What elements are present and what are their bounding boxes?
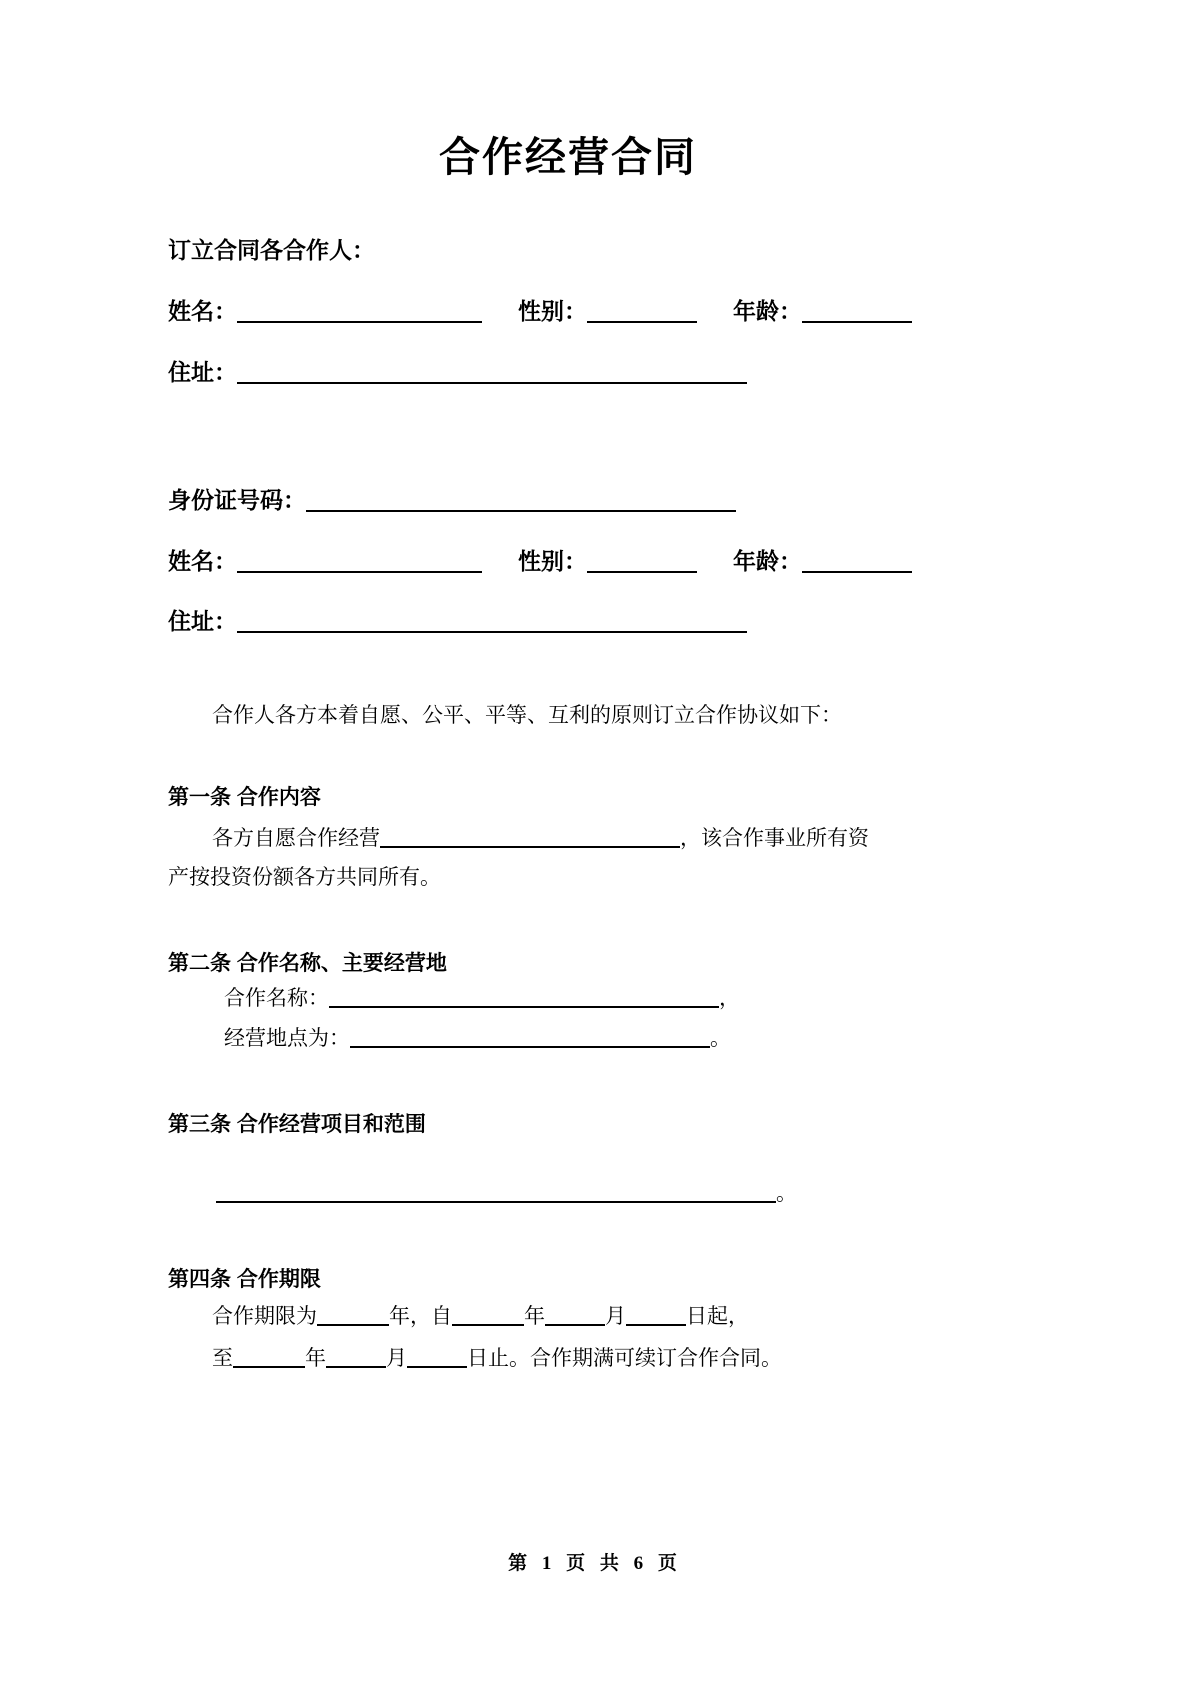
term-years-blank[interactable] <box>317 1306 389 1326</box>
age-blank[interactable] <box>802 299 912 323</box>
document-content <box>168 0 968 1380</box>
article-1-body <box>168 820 968 898</box>
end-day-unit: 日止。合作期满可续订合作合同。 <box>467 1346 782 1370</box>
name-label: 姓名： <box>168 298 237 325</box>
term-end-label: 至 <box>212 1346 233 1370</box>
id-number-blank[interactable] <box>306 488 736 512</box>
coop-scope-blank[interactable] <box>216 1183 776 1203</box>
term-years-label: 合作期限为 <box>212 1304 317 1328</box>
name-blank[interactable] <box>237 299 482 323</box>
coop-name-blank[interactable] <box>329 988 719 1008</box>
gender-blank[interactable] <box>587 549 697 573</box>
party-1-address-row <box>168 355 968 390</box>
coop-place-label: 经营地点为： <box>224 1027 350 1051</box>
age-label: 年龄： <box>733 298 802 325</box>
end-month-blank[interactable] <box>326 1348 386 1368</box>
article-3-suffix: 。 <box>776 1182 797 1206</box>
article-1-text-prefix: 各方自愿合作经营 <box>212 826 380 850</box>
name-blank[interactable] <box>237 549 482 573</box>
age-label: 年龄： <box>733 547 802 574</box>
start-month-unit: 月 <box>605 1304 626 1328</box>
party-2-id-row <box>168 483 968 518</box>
article-1-text-suffix: ，该合作事业所有资 <box>680 826 869 850</box>
end-year-unit: 年 <box>305 1346 326 1370</box>
coop-name-label: 合作名称： <box>224 987 329 1011</box>
end-month-unit: 月 <box>386 1346 407 1370</box>
address-blank[interactable] <box>237 609 747 633</box>
gender-label: 性别： <box>518 298 587 325</box>
age-blank[interactable] <box>802 549 912 573</box>
article-4-line-1 <box>168 1296 968 1338</box>
intro-paragraph: 合作人各方本着自愿、公平、平等、互利的原则订立合作协议如下： <box>212 703 842 727</box>
parties-heading: 订立合同各合作人： <box>168 237 375 264</box>
coop-place-blank[interactable] <box>350 1028 710 1048</box>
article-3-heading: 第三条 合作经营项目和范围 <box>168 1112 426 1136</box>
start-year-unit: 年 <box>524 1304 545 1328</box>
party-2-address-row <box>168 604 968 639</box>
end-day-blank[interactable] <box>407 1348 467 1368</box>
article-1-heading: 第一条 合作内容 <box>168 786 321 810</box>
id-number-label: 身份证号码： <box>168 487 306 514</box>
article-2-heading: 第二条 合作名称、主要经营地 <box>168 951 447 975</box>
page-footer: 第 1 页 共 6 页 <box>508 1553 682 1574</box>
start-day-blank[interactable] <box>626 1306 686 1326</box>
section-spacer <box>168 389 968 455</box>
address-blank[interactable] <box>237 360 747 384</box>
party-1-identity-row <box>168 294 968 329</box>
address-label: 住址： <box>168 608 237 635</box>
party-2-identity-row <box>168 544 968 579</box>
start-month-blank[interactable] <box>545 1306 605 1326</box>
article-3-body <box>168 1174 968 1214</box>
start-day-unit: 日起， <box>686 1304 749 1328</box>
gender-blank[interactable] <box>587 299 697 323</box>
article-4-heading: 第四条 合作期限 <box>168 1268 321 1292</box>
address-label: 住址： <box>168 358 237 385</box>
name-label: 姓名： <box>168 547 237 574</box>
end-year-blank[interactable] <box>233 1348 305 1368</box>
business-scope-blank[interactable] <box>380 828 680 848</box>
start-year-blank[interactable] <box>452 1306 524 1326</box>
article-2-name-row <box>168 979 968 1019</box>
coop-name-suffix: ， <box>719 987 740 1011</box>
article-1-text-line2: 产按投资份额各方共同所有。 <box>168 865 441 889</box>
article-2-place-row <box>168 1019 968 1059</box>
coop-place-suffix: 。 <box>710 1027 731 1051</box>
page-title: 合作经营合同 <box>439 134 697 180</box>
term-start-label: 年，自 <box>389 1304 452 1328</box>
article-4-line-2 <box>168 1338 968 1380</box>
gender-label: 性别： <box>518 547 587 574</box>
